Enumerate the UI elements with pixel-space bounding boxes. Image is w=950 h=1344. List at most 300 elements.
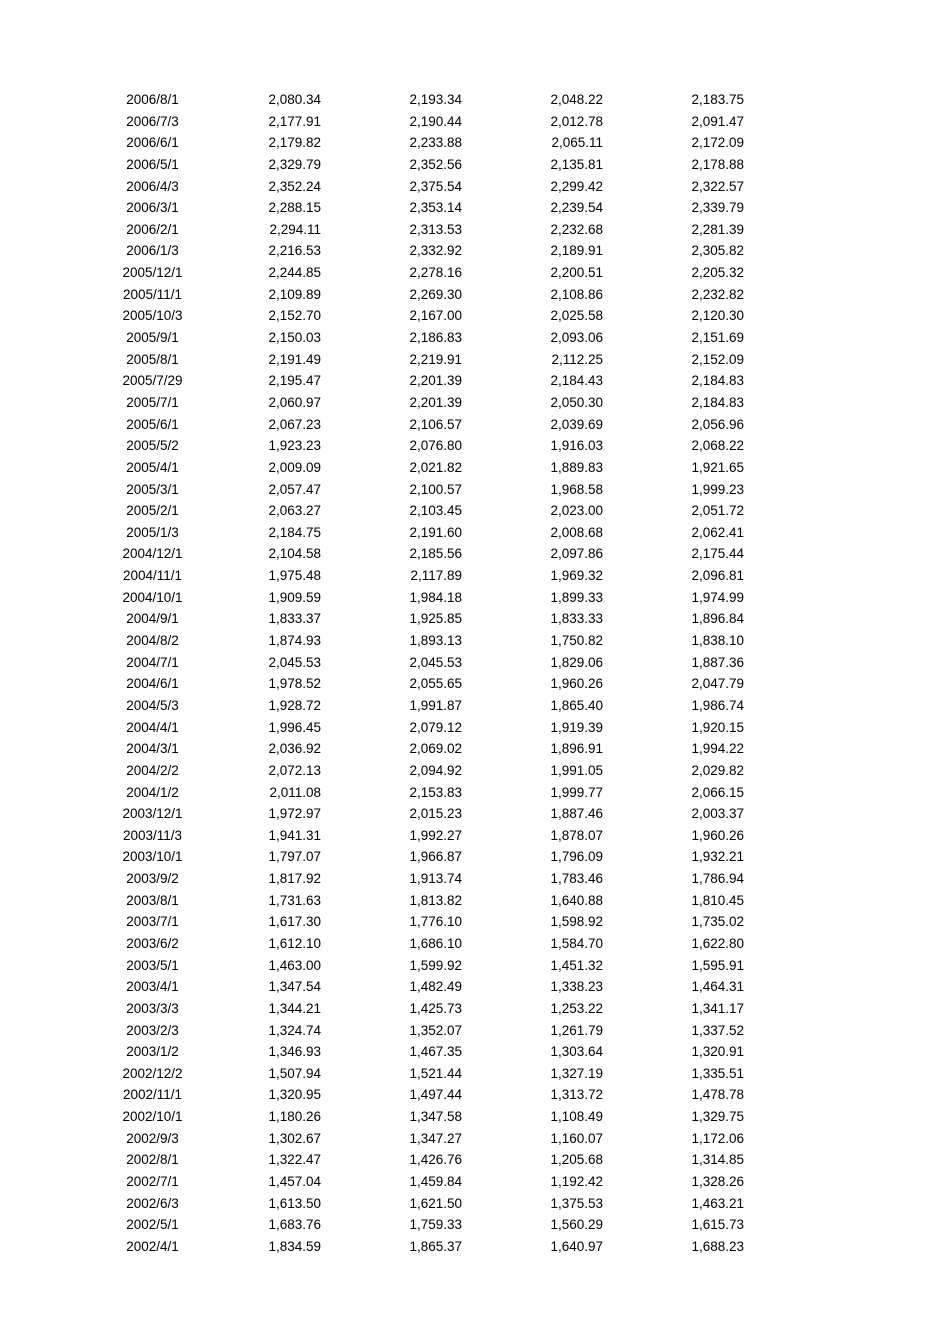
value-cell-1: 2,060.97 [268, 394, 321, 410]
value-cell-2: 2,191.60 [409, 524, 462, 540]
date-cell: 2003/1/2 [126, 1044, 179, 1060]
value-cell-3: 2,135.81 [550, 156, 603, 172]
value-cell-2: 1,459.84 [409, 1174, 462, 1190]
value-cell-4: 1,986.74 [691, 697, 744, 713]
value-cell-2: 2,193.34 [409, 92, 462, 107]
date-cell: 2003/2/3 [126, 1022, 179, 1038]
value-cell-2: 2,079.12 [409, 719, 462, 735]
table-row [0, 760, 950, 782]
value-cell-4: 1,810.45 [691, 892, 744, 908]
value-cell-1: 2,195.47 [268, 373, 321, 389]
date-cell: 2006/6/1 [126, 135, 179, 151]
date-cell: 2002/5/1 [126, 1217, 179, 1233]
value-cell-1: 2,011.08 [269, 784, 321, 800]
value-cell-3: 1,375.53 [550, 1195, 603, 1211]
value-cell-2: 1,776.10 [409, 914, 462, 930]
value-cell-1: 2,152.70 [268, 308, 321, 324]
value-cell-3: 1,303.64 [550, 1044, 603, 1060]
value-cell-1: 2,067.23 [268, 416, 321, 432]
value-cell-3: 1,865.40 [550, 697, 603, 713]
value-cell-4: 1,615.73 [691, 1217, 744, 1233]
date-cell: 2004/9/1 [126, 611, 179, 627]
value-cell-3: 1,338.23 [550, 979, 603, 995]
value-cell-1: 2,063.27 [268, 503, 321, 519]
value-cell-3: 1,192.42 [550, 1174, 603, 1190]
value-cell-2: 1,426.76 [409, 1152, 462, 1168]
value-cell-4: 2,029.82 [691, 762, 744, 778]
value-cell-3: 1,640.97 [550, 1238, 603, 1254]
date-cell: 2005/2/1 [126, 503, 179, 519]
value-cell-1: 1,180.26 [268, 1109, 321, 1125]
value-cell-3: 1,796.09 [550, 849, 603, 865]
value-cell-1: 1,909.59 [268, 589, 321, 605]
table-row [0, 1020, 950, 1042]
value-cell-4: 2,305.82 [691, 243, 744, 259]
value-cell-1: 1,996.45 [268, 719, 321, 735]
value-cell-1: 1,612.10 [268, 935, 321, 951]
date-cell: 2004/7/1 [126, 654, 179, 670]
value-cell-1: 1,463.00 [268, 957, 321, 973]
value-cell-1: 1,923.23 [268, 438, 321, 454]
table-row [0, 846, 950, 868]
value-cell-2: 1,599.92 [409, 957, 462, 973]
value-cell-4: 2,003.37 [691, 806, 744, 822]
value-cell-1: 1,972.97 [268, 806, 321, 822]
value-cell-4: 2,091.47 [691, 113, 744, 129]
value-cell-4: 1,595.91 [691, 957, 744, 973]
value-cell-1: 2,072.13 [268, 762, 321, 778]
value-cell-2: 1,966.87 [409, 849, 462, 865]
value-cell-2: 1,521.44 [409, 1065, 462, 1081]
value-cell-2: 1,984.18 [409, 589, 462, 605]
value-cell-1: 1,975.48 [268, 568, 321, 584]
date-cell: 2003/7/1 [126, 914, 179, 930]
value-cell-4: 2,178.88 [691, 156, 744, 172]
table-row [0, 782, 950, 804]
table-row [0, 262, 950, 284]
table-row [0, 111, 950, 133]
value-cell-3: 1,889.83 [550, 459, 603, 475]
value-cell-3: 1,253.22 [550, 1000, 603, 1016]
table-row [0, 868, 950, 890]
value-cell-4: 1,994.22 [691, 741, 744, 757]
table-row [0, 457, 950, 479]
value-cell-1: 1,817.92 [268, 871, 321, 887]
value-cell-1: 2,184.75 [268, 524, 321, 540]
value-cell-3: 1,560.29 [550, 1217, 603, 1233]
value-cell-4: 1,786.94 [691, 871, 744, 887]
value-cell-1: 2,109.89 [268, 286, 321, 302]
value-cell-3: 1,919.39 [550, 719, 603, 735]
value-cell-1: 2,191.49 [268, 351, 321, 367]
date-cell: 2004/8/2 [126, 633, 179, 649]
value-cell-4: 2,151.69 [691, 330, 744, 346]
value-cell-1: 1,941.31 [268, 827, 321, 843]
value-cell-2: 1,347.58 [409, 1109, 462, 1125]
value-cell-4: 1,314.85 [691, 1152, 744, 1168]
value-cell-3: 2,112.25 [551, 351, 603, 367]
date-cell: 2003/8/1 [126, 892, 179, 908]
date-cell: 2005/4/1 [126, 459, 179, 475]
value-cell-3: 2,048.22 [550, 92, 603, 107]
value-cell-4: 1,463.21 [691, 1195, 744, 1211]
value-cell-2: 2,106.57 [409, 416, 462, 432]
value-cell-3: 2,189.91 [550, 243, 603, 259]
value-cell-2: 2,100.57 [409, 481, 462, 497]
value-cell-2: 2,069.02 [409, 741, 462, 757]
value-cell-3: 1,833.33 [550, 611, 603, 627]
value-cell-3: 2,097.86 [550, 546, 603, 562]
value-cell-4: 2,068.22 [691, 438, 744, 454]
value-cell-2: 2,233.88 [409, 135, 462, 151]
date-cell: 2006/7/3 [126, 113, 179, 129]
value-cell-2: 1,893.13 [409, 633, 462, 649]
value-cell-3: 2,065.11 [551, 135, 603, 151]
date-cell: 2004/10/1 [122, 589, 183, 605]
value-cell-1: 1,347.54 [268, 979, 321, 995]
date-cell: 2006/4/3 [126, 178, 179, 194]
value-cell-1: 1,344.21 [268, 1000, 321, 1016]
date-cell: 2006/5/1 [126, 156, 179, 172]
table-row [0, 587, 950, 609]
value-cell-2: 1,925.85 [409, 611, 462, 627]
value-cell-3: 2,200.51 [550, 265, 603, 281]
value-cell-2: 2,103.45 [409, 503, 462, 519]
date-cell: 2005/6/1 [126, 416, 179, 432]
value-cell-3: 1,968.58 [550, 481, 603, 497]
table-row [0, 1171, 950, 1193]
table-row [0, 305, 950, 327]
date-cell: 2003/3/3 [126, 1000, 179, 1016]
value-cell-4: 2,322.57 [691, 178, 744, 194]
table-row [0, 392, 950, 414]
table-row [0, 240, 950, 262]
value-cell-2: 1,991.87 [409, 697, 462, 713]
date-cell: 2002/7/1 [126, 1174, 179, 1190]
value-cell-2: 2,015.23 [409, 806, 462, 822]
value-cell-3: 1,160.07 [550, 1130, 603, 1146]
date-cell: 2006/8/1 [126, 92, 179, 107]
date-cell: 2004/1/2 [126, 784, 179, 800]
value-cell-4: 1,341.17 [691, 1000, 744, 1016]
date-cell: 2003/6/2 [126, 935, 179, 951]
value-cell-3: 2,008.68 [550, 524, 603, 540]
value-cell-4: 1,329.75 [691, 1109, 744, 1125]
value-cell-2: 2,167.00 [409, 308, 462, 324]
date-cell: 2005/9/1 [126, 330, 179, 346]
value-cell-3: 1,887.46 [550, 806, 603, 822]
table-row [0, 608, 950, 630]
table-row [0, 370, 950, 392]
value-cell-1: 1,322.47 [268, 1152, 321, 1168]
value-cell-4: 2,339.79 [691, 200, 744, 216]
value-cell-1: 2,352.24 [268, 178, 321, 194]
table-row [0, 219, 950, 241]
date-cell: 2002/10/1 [122, 1109, 183, 1125]
value-cell-1: 1,874.93 [268, 633, 321, 649]
value-cell-2: 2,153.83 [409, 784, 462, 800]
value-cell-2: 1,992.27 [409, 827, 462, 843]
value-cell-1: 1,797.07 [268, 849, 321, 865]
value-cell-3: 1,640.88 [550, 892, 603, 908]
value-cell-4: 1,960.26 [691, 827, 744, 843]
value-cell-3: 1,899.33 [550, 589, 603, 605]
value-cell-3: 2,232.68 [550, 221, 603, 237]
value-cell-2: 1,759.33 [409, 1217, 462, 1233]
table-row [0, 1128, 950, 1150]
date-cell: 2002/11/1 [122, 1087, 183, 1103]
value-cell-4: 2,175.44 [691, 546, 744, 562]
value-cell-2: 2,094.92 [409, 762, 462, 778]
value-cell-2: 2,219.91 [409, 351, 462, 367]
value-cell-1: 2,179.82 [268, 135, 321, 151]
value-cell-3: 2,299.42 [550, 178, 603, 194]
value-cell-2: 2,201.39 [409, 394, 462, 410]
table-row [0, 803, 950, 825]
value-cell-3: 2,184.43 [550, 373, 603, 389]
date-cell: 2006/2/1 [126, 221, 179, 237]
date-cell: 2002/9/3 [126, 1130, 179, 1146]
value-cell-2: 2,313.53 [409, 221, 462, 237]
table-row [0, 565, 950, 587]
value-cell-2: 2,186.83 [409, 330, 462, 346]
value-cell-1: 1,457.04 [268, 1174, 321, 1190]
value-cell-3: 1,896.91 [550, 741, 603, 757]
date-cell: 2005/7/29 [122, 373, 183, 389]
date-cell: 2005/8/1 [126, 351, 179, 367]
value-cell-1: 2,288.15 [268, 200, 321, 216]
value-cell-3: 1,991.05 [550, 762, 603, 778]
table-row [0, 197, 950, 219]
value-cell-1: 1,834.59 [268, 1238, 321, 1254]
table-row [0, 998, 950, 1020]
value-cell-3: 1,584.70 [550, 935, 603, 951]
value-cell-4: 1,328.26 [691, 1174, 744, 1190]
value-cell-1: 1,978.52 [268, 676, 321, 692]
date-cell: 2005/7/1 [126, 394, 179, 410]
table-row [0, 955, 950, 977]
value-cell-4: 2,152.09 [691, 351, 744, 367]
date-cell: 2003/5/1 [126, 957, 179, 973]
value-cell-3: 2,025.58 [550, 308, 603, 324]
data-table [0, 89, 950, 1258]
value-cell-1: 2,036.92 [268, 741, 321, 757]
table-row [0, 1063, 950, 1085]
value-cell-1: 2,080.34 [268, 92, 321, 107]
value-cell-2: 1,813.82 [409, 892, 462, 908]
date-cell: 2005/12/1 [122, 265, 183, 281]
value-cell-4: 1,172.06 [691, 1130, 744, 1146]
value-cell-4: 1,932.21 [691, 849, 744, 865]
value-cell-2: 2,201.39 [409, 373, 462, 389]
table-row [0, 414, 950, 436]
value-cell-1: 2,244.85 [268, 265, 321, 281]
table-row [0, 1149, 950, 1171]
value-cell-4: 1,464.31 [691, 979, 744, 995]
table-row [0, 1193, 950, 1215]
value-cell-3: 2,039.69 [550, 416, 603, 432]
value-cell-4: 1,896.84 [691, 611, 744, 627]
date-cell: 2004/2/2 [126, 762, 179, 778]
value-cell-3: 1,829.06 [550, 654, 603, 670]
value-cell-2: 2,055.65 [409, 676, 462, 692]
value-cell-2: 1,497.44 [409, 1087, 462, 1103]
value-cell-2: 2,045.53 [409, 654, 462, 670]
value-cell-1: 1,833.37 [268, 611, 321, 627]
table-row [0, 479, 950, 501]
date-cell: 2002/4/1 [126, 1238, 179, 1254]
value-cell-1: 2,294.11 [269, 221, 321, 237]
value-cell-3: 2,108.86 [550, 286, 603, 302]
table-row [0, 1106, 950, 1128]
value-cell-4: 2,047.79 [691, 676, 744, 692]
table-row [0, 630, 950, 652]
table-row [0, 435, 950, 457]
value-cell-4: 2,205.32 [691, 265, 744, 281]
value-cell-2: 2,332.92 [409, 243, 462, 259]
value-cell-1: 2,045.53 [268, 654, 321, 670]
table-row [0, 1214, 950, 1236]
value-cell-4: 1,335.51 [691, 1065, 744, 1081]
value-cell-4: 1,478.78 [691, 1087, 744, 1103]
value-cell-4: 1,622.80 [691, 935, 744, 951]
date-cell: 2004/4/1 [126, 719, 179, 735]
table-row [0, 673, 950, 695]
date-cell: 2003/9/2 [126, 871, 179, 887]
date-cell: 2005/1/3 [126, 524, 179, 540]
value-cell-2: 1,913.74 [409, 871, 462, 887]
table-row [0, 652, 950, 674]
value-cell-4: 2,172.09 [691, 135, 744, 151]
date-cell: 2005/3/1 [126, 481, 179, 497]
value-cell-2: 2,375.54 [409, 178, 462, 194]
value-cell-2: 1,347.27 [409, 1130, 462, 1146]
value-cell-3: 1,916.03 [550, 438, 603, 454]
value-cell-4: 2,183.75 [691, 92, 744, 107]
value-cell-1: 1,302.67 [268, 1130, 321, 1146]
value-cell-4: 1,838.10 [691, 633, 744, 649]
value-cell-1: 2,329.79 [268, 156, 321, 172]
value-cell-1: 2,104.58 [268, 546, 321, 562]
date-cell: 2006/1/3 [126, 243, 179, 259]
value-cell-3: 2,239.54 [550, 200, 603, 216]
value-cell-4: 2,066.15 [691, 784, 744, 800]
table-row [0, 1236, 950, 1258]
value-cell-4: 2,120.30 [691, 308, 744, 324]
value-cell-2: 2,076.80 [409, 438, 462, 454]
date-cell: 2004/11/1 [122, 568, 183, 584]
value-cell-2: 1,352.07 [409, 1022, 462, 1038]
value-cell-3: 1,451.32 [550, 957, 603, 973]
value-cell-4: 1,688.23 [691, 1238, 744, 1254]
value-cell-1: 1,928.72 [268, 697, 321, 713]
table-row [0, 154, 950, 176]
date-cell: 2005/5/2 [126, 438, 179, 454]
table-row [0, 695, 950, 717]
value-cell-1: 1,320.95 [268, 1087, 321, 1103]
table-row [0, 176, 950, 198]
date-cell: 2004/3/1 [126, 741, 179, 757]
value-cell-2: 2,190.44 [409, 113, 462, 129]
table-row [0, 933, 950, 955]
value-cell-3: 1,327.19 [550, 1065, 603, 1081]
table-row [0, 327, 950, 349]
table-row [0, 349, 950, 371]
value-cell-1: 2,057.47 [268, 481, 321, 497]
date-cell: 2003/10/1 [122, 849, 183, 865]
table-row [0, 522, 950, 544]
value-cell-3: 1,313.72 [550, 1087, 603, 1103]
value-cell-3: 1,783.46 [550, 871, 603, 887]
date-cell: 2005/10/3 [122, 308, 183, 324]
table-row [0, 976, 950, 998]
value-cell-2: 2,353.14 [409, 200, 462, 216]
value-cell-1: 1,507.94 [268, 1065, 321, 1081]
date-cell: 2003/12/1 [122, 806, 183, 822]
table-row [0, 825, 950, 847]
value-cell-4: 1,921.65 [691, 459, 744, 475]
value-cell-1: 2,009.09 [268, 459, 321, 475]
value-cell-1: 1,346.93 [268, 1044, 321, 1060]
value-cell-2: 1,467.35 [409, 1044, 462, 1060]
value-cell-3: 2,012.78 [550, 113, 603, 129]
value-cell-3: 1,261.79 [550, 1022, 603, 1038]
date-cell: 2006/3/1 [126, 200, 179, 216]
date-cell: 2005/11/1 [122, 286, 183, 302]
table-row [0, 890, 950, 912]
value-cell-1: 1,683.76 [268, 1217, 321, 1233]
table-row [0, 284, 950, 306]
value-cell-1: 1,617.30 [268, 914, 321, 930]
value-cell-2: 1,425.73 [409, 1000, 462, 1016]
table-row [0, 738, 950, 760]
value-cell-3: 1,205.68 [550, 1152, 603, 1168]
value-cell-2: 1,482.49 [409, 979, 462, 995]
value-cell-1: 2,177.91 [268, 113, 321, 129]
value-cell-4: 2,062.41 [691, 524, 744, 540]
value-cell-1: 2,216.53 [268, 243, 321, 259]
value-cell-3: 2,023.00 [550, 503, 603, 519]
value-cell-3: 1,969.32 [550, 568, 603, 584]
table-row [0, 132, 950, 154]
value-cell-4: 2,096.81 [691, 568, 744, 584]
value-cell-3: 1,750.82 [550, 633, 603, 649]
value-cell-4: 2,232.82 [691, 286, 744, 302]
table-row [0, 543, 950, 565]
value-cell-2: 2,021.82 [409, 459, 462, 475]
date-cell: 2004/12/1 [122, 546, 183, 562]
date-cell: 2003/4/1 [126, 979, 179, 995]
table-row [0, 500, 950, 522]
value-cell-3: 1,999.77 [550, 784, 603, 800]
value-cell-4: 1,320.91 [691, 1044, 744, 1060]
value-cell-2: 2,352.56 [409, 156, 462, 172]
date-cell: 2002/12/2 [122, 1065, 183, 1081]
value-cell-2: 1,865.37 [409, 1238, 462, 1254]
date-cell: 2004/6/1 [126, 676, 179, 692]
value-cell-3: 2,093.06 [550, 330, 603, 346]
value-cell-3: 1,878.07 [550, 827, 603, 843]
table-row [0, 1084, 950, 1106]
table-row [0, 89, 950, 111]
date-cell: 2002/8/1 [126, 1152, 179, 1168]
date-cell: 2003/11/3 [122, 827, 183, 843]
value-cell-3: 1,108.49 [550, 1109, 603, 1125]
value-cell-4: 2,281.39 [691, 221, 744, 237]
date-cell: 2004/5/3 [126, 697, 179, 713]
value-cell-2: 1,686.10 [409, 935, 462, 951]
date-cell: 2002/6/3 [126, 1195, 179, 1211]
